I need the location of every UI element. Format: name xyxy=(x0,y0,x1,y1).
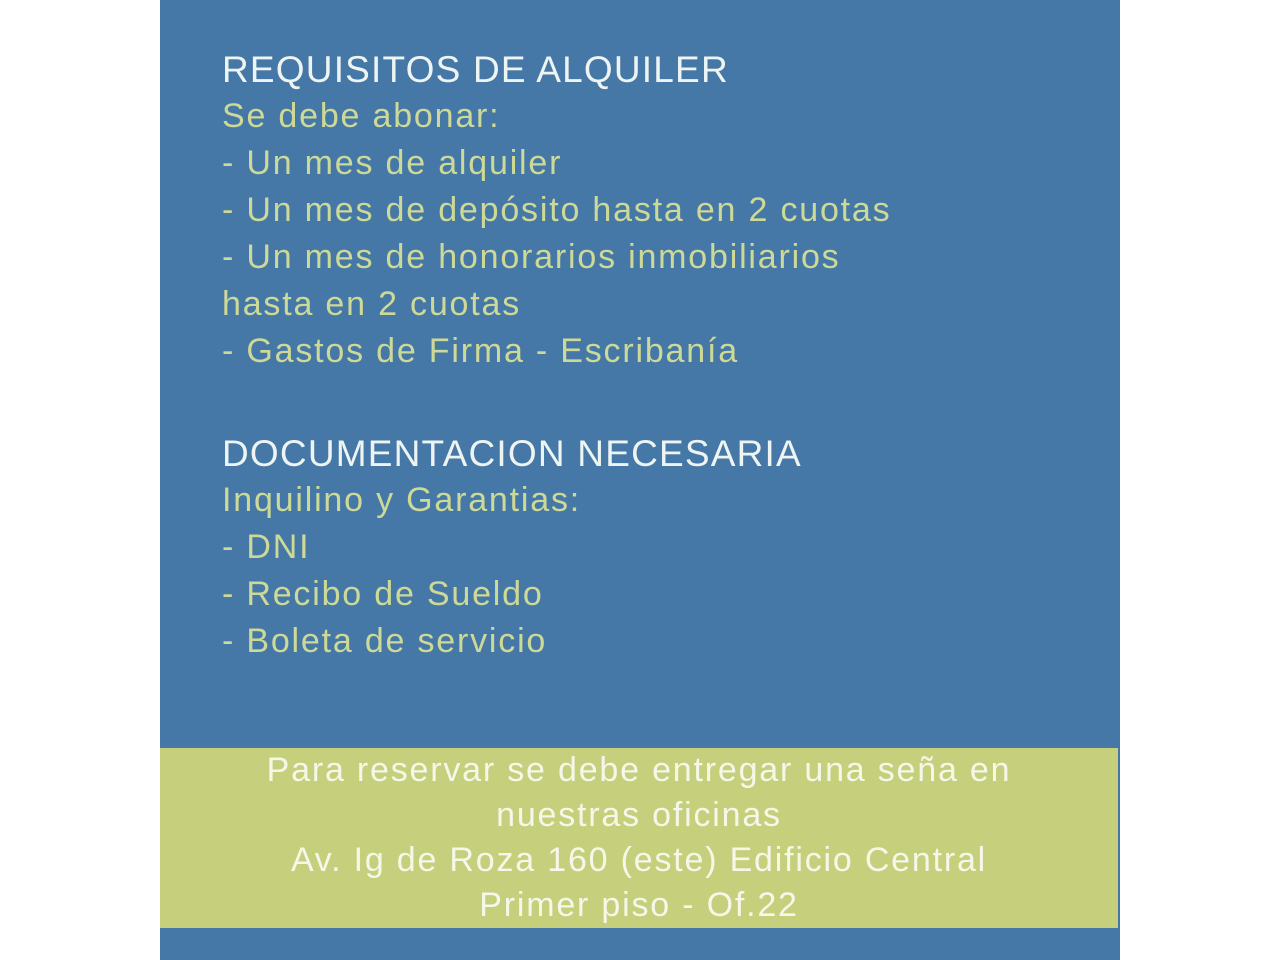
reservation-banner xyxy=(160,748,1118,928)
requisitos-line-honorarios: - Un mes de honorarios inmobiliarios xyxy=(222,238,841,276)
banner-line-piso-oficina: Primer piso - Of.22 xyxy=(479,886,799,924)
requisitos-line-mes-alquiler: - Un mes de alquiler xyxy=(222,144,563,182)
requisitos-line-honorarios-wrap: hasta en 2 cuotas xyxy=(222,285,522,323)
requisitos-line-deposito: - Un mes de depósito hasta en 2 cuotas xyxy=(222,191,892,229)
flyer-text-content xyxy=(222,46,1100,665)
requisitos-line-intro: Se debe abonar: xyxy=(222,97,501,135)
flyer-blue-panel xyxy=(160,0,1120,960)
banner-line-oficinas: nuestras oficinas xyxy=(496,796,782,834)
banner-line-direccion: Av. Ig de Roza 160 (este) Edificio Central xyxy=(290,841,988,879)
section-gap xyxy=(222,375,1100,430)
section-title-documentacion: DOCUMENTACION NECESARIA xyxy=(222,433,802,474)
banner-line-reserva: Para reservar se debe entregar una seña en xyxy=(266,751,1012,789)
documentacion-line-dni: - DNI xyxy=(222,528,311,566)
documentacion-line-boleta: - Boleta de servicio xyxy=(222,622,548,660)
documentacion-line-recibo: - Recibo de Sueldo xyxy=(222,575,544,613)
requisitos-line-gastos-firma: - Gastos de Firma - Escribanía xyxy=(222,332,739,370)
documentacion-line-intro: Inquilino y Garantias: xyxy=(222,481,581,519)
section-title-requisitos: REQUISITOS DE ALQUILER xyxy=(222,49,729,90)
